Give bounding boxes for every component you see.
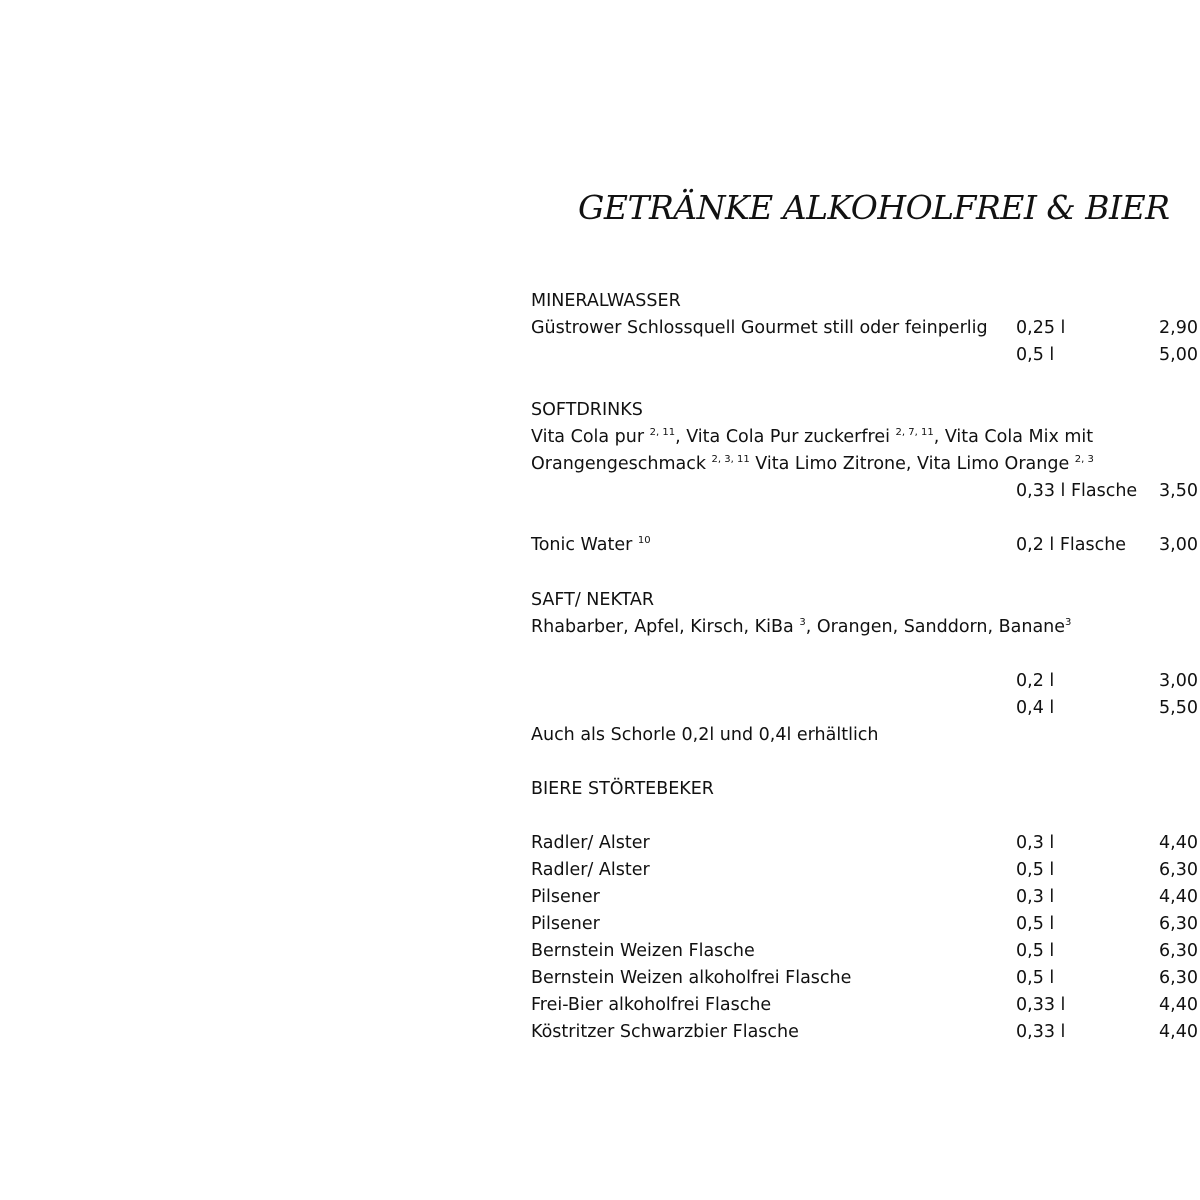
menu-item-price: 3,00 xyxy=(1159,535,1198,555)
menu-item-price: 3,00 xyxy=(1159,671,1198,691)
menu-item-price: 5,00 xyxy=(1159,345,1198,365)
menu-item-name: Güstrower Schlossquell Gourmet still oder feinperlig xyxy=(531,318,988,338)
softdrinks-description-line-1: Vita Cola pur $^{2, 11}$, Vita Cola Pur zuckerfrei $^{2, 7, 11}$, Vita Cola Mix mit xyxy=(531,427,1094,447)
beer-item-name: Frei-Bier alkoholfrei Flasche xyxy=(531,995,772,1015)
saft-description: Rhabarber, Apfel, Kirsch, KiBa $^3$, Orangen, Sanddorn, Banane$^3$ xyxy=(531,617,1072,637)
beer-item-volume: 0,5 l xyxy=(1016,914,1055,934)
menu-item-price: 2,90 xyxy=(1159,318,1198,338)
beer-item-price: 4,40 xyxy=(1159,1022,1198,1042)
menu-item-price: 3,50 xyxy=(1159,481,1198,501)
menu-item-volume: 0,2 l xyxy=(1016,671,1055,691)
beer-item-price: 6,30 xyxy=(1159,968,1198,988)
beer-item-name: Radler/ Alster xyxy=(531,860,650,880)
saft-note: Auch als Schorle 0,2l und 0,4l erhältlich xyxy=(531,725,879,745)
menu-item-volume: 0,25 l xyxy=(1016,318,1066,338)
beer-item-price: 4,40 xyxy=(1159,833,1198,853)
page-title: GETRÄNKE ALKOHOLFREI & BIER xyxy=(578,188,1170,227)
menu-item-volume: 0,33 l Flasche xyxy=(1016,481,1138,501)
menu-item-name: Tonic Water $^{10}$ xyxy=(531,535,651,555)
beer-item-volume: 0,3 l xyxy=(1016,833,1055,853)
menu-item-price: 5,50 xyxy=(1159,698,1198,718)
section-heading-saft: SAFT/ NEKTAR xyxy=(531,590,655,610)
beer-item-price: 6,30 xyxy=(1159,860,1198,880)
section-heading-biere: BIERE STÖRTEBEKER xyxy=(531,779,714,799)
beer-item-name: Bernstein Weizen alkoholfrei Flasche xyxy=(531,968,852,988)
beer-item-name: Pilsener xyxy=(531,914,600,934)
beer-item-name: Radler/ Alster xyxy=(531,833,650,853)
beer-item-price: 6,30 xyxy=(1159,914,1198,934)
beer-item-price: 4,40 xyxy=(1159,887,1198,907)
beer-item-name: Bernstein Weizen Flasche xyxy=(531,941,755,961)
menu-item-volume: 0,5 l xyxy=(1016,345,1055,365)
beer-item-volume: 0,5 l xyxy=(1016,860,1055,880)
beer-item-price: 6,30 xyxy=(1159,941,1198,961)
beer-item-volume: 0,33 l xyxy=(1016,1022,1066,1042)
menu-item-volume: 0,2 l Flasche xyxy=(1016,535,1127,555)
beer-item-name: Köstritzer Schwarzbier Flasche xyxy=(531,1022,799,1042)
beer-item-volume: 0,5 l xyxy=(1016,941,1055,961)
menu-item-volume: 0,4 l xyxy=(1016,698,1055,718)
section-heading-softdrinks: SOFTDRINKS xyxy=(531,400,643,420)
softdrinks-description-line-2: Orangengeschmack $^{2, 3, 11}$ Vita Limo Zitrone, Vita Limo Orange $^{2, 3}$ xyxy=(531,454,1094,474)
section-heading-mineralwasser: MINERALWASSER xyxy=(531,291,681,311)
beer-item-volume: 0,33 l xyxy=(1016,995,1066,1015)
beer-item-volume: 0,5 l xyxy=(1016,968,1055,988)
beer-item-price: 4,40 xyxy=(1159,995,1198,1015)
beer-item-volume: 0,3 l xyxy=(1016,887,1055,907)
beer-item-name: Pilsener xyxy=(531,887,600,907)
